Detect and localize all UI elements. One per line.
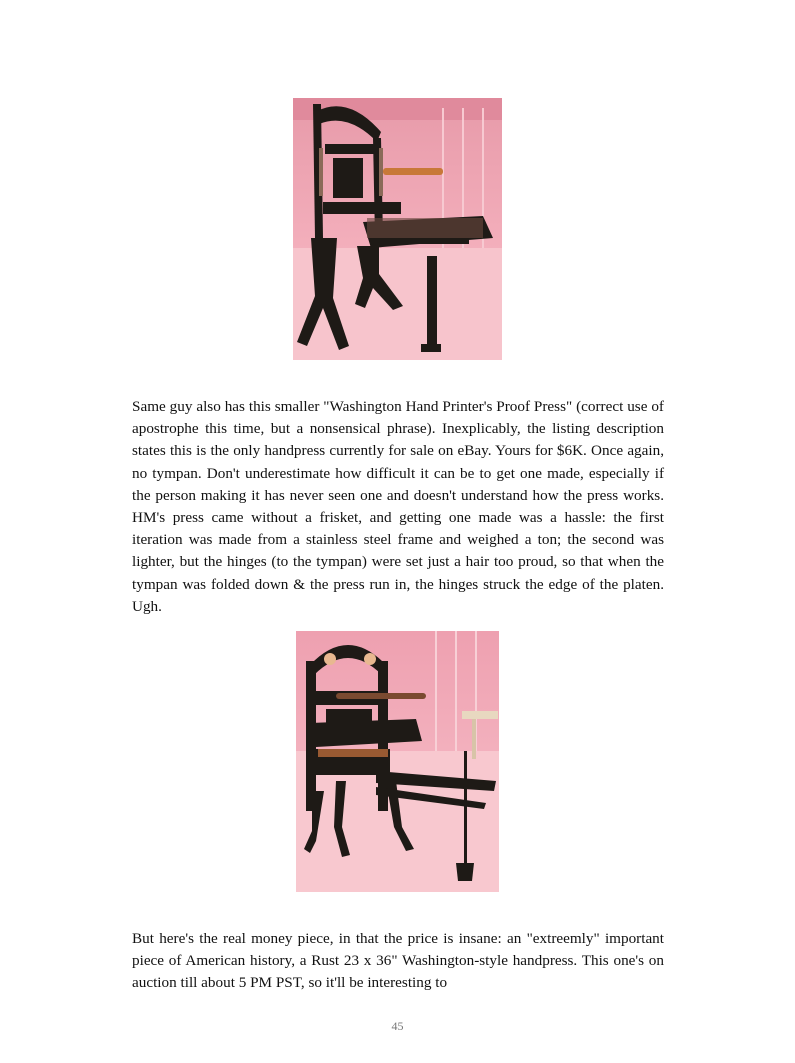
washington-press-photo bbox=[296, 631, 499, 892]
page-number: 45 bbox=[391, 1019, 404, 1033]
body-paragraph: Same guy also has this smaller "Washington Hand Printer's Proof Press" (correct use of apostrophe this time, but a nonsensical phrase). Inexplicably, the listing description states this is the only handpress currently for sale on eBay. Yours for $6K. Once again, no tympan. Don't underestimate how difficult it can be to get one made, especially if the person making it has never seen one and doesn't understand how the press works. HM's press came without a frisket, and getting one made was a hassle: the first iteration was made from a stainless steel frame and weighed a ton; the second was lighter, but the hinges (to the tympan) were set just a hair too proud, so that when the tympan was folded down & the press run in, the hinges struck the edge of the platen. Ugh. bbox=[132, 398, 664, 615]
proof-press-photo bbox=[293, 98, 502, 360]
proof-press-image bbox=[293, 98, 502, 360]
body-paragraph: But here's the real money piece, in that the price is insane: an "extreemly" important piece of American history, a Rust 23 x 36" Washington-style handpress. This one's on auction till about 5 PM PST, so it'll be interesting to bbox=[132, 930, 664, 992]
washington-press-image bbox=[296, 631, 499, 892]
